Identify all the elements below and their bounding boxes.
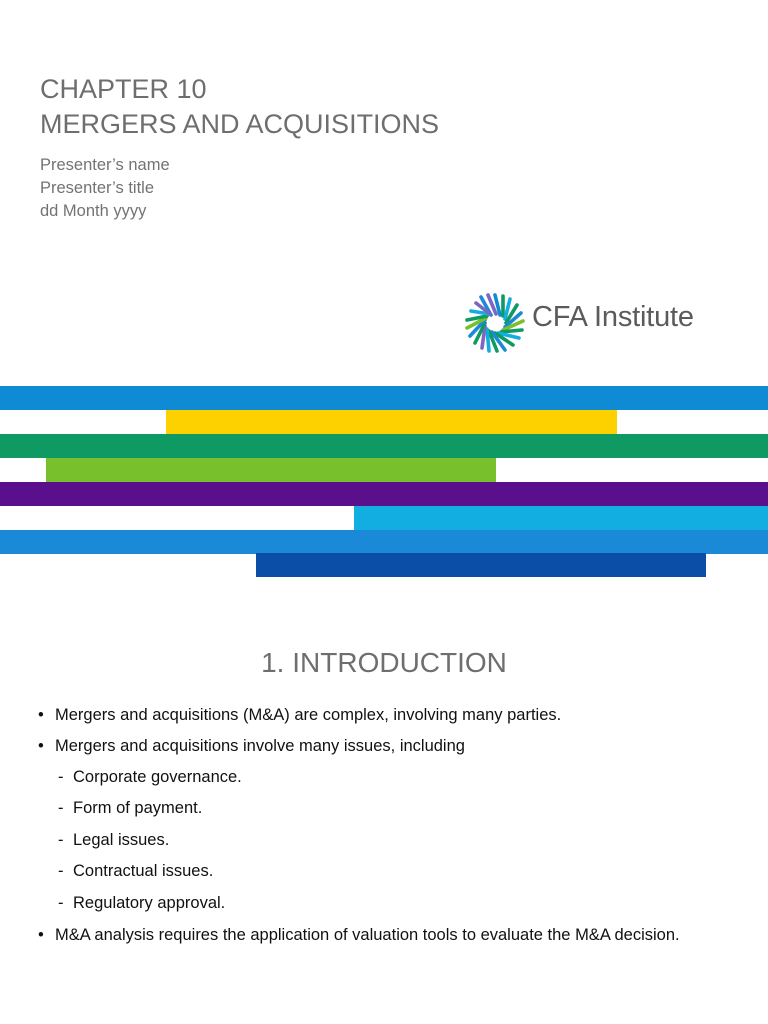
chapter-title: MERGERS AND ACQUISITIONS (40, 109, 440, 139)
bullet-text: Mergers and acquisitions (M&A) are complex, involving many parties. (55, 706, 562, 724)
bullet-text: Mergers and acquisitions involve many issues, including (55, 737, 465, 755)
sub-bullet-text: Form of payment. (73, 799, 203, 817)
sub-bullet-text: Regulatory approval. (73, 894, 226, 912)
sub-bullet-marker: - (58, 862, 64, 880)
sub-bullet-text: Legal issues. (73, 831, 170, 849)
bullet-marker: • (38, 706, 44, 724)
sub-bullet-text: Contractual issues. (73, 862, 214, 880)
presenter-title: Presenter’s title (40, 179, 155, 197)
color-stripe (46, 458, 496, 482)
color-stripe (0, 482, 768, 506)
sub-bullet-marker: - (58, 768, 64, 786)
sub-bullet-marker: - (58, 894, 64, 912)
bullet-text: M&A analysis requires the application of valuation tools to evaluate the M&A decision. (55, 926, 680, 944)
color-stripe (166, 410, 617, 434)
sub-bullet-marker: - (58, 831, 64, 849)
color-stripe (0, 386, 768, 410)
color-stripe (256, 553, 706, 577)
bullet-marker: • (38, 926, 44, 944)
sub-bullet-marker: - (58, 799, 64, 817)
color-stripe (0, 434, 768, 458)
color-stripe (354, 506, 768, 530)
cfa-starburst-icon (464, 292, 526, 354)
bullet-marker: • (38, 737, 44, 755)
introduction-slide (0, 610, 768, 1024)
chapter-number: CHAPTER 10 (40, 74, 207, 104)
color-stripe (0, 530, 768, 554)
sub-bullet-text: Corporate governance. (73, 768, 242, 786)
section-heading: 1. INTRODUCTION (261, 647, 507, 678)
presentation-date: dd Month yyyy (40, 202, 147, 220)
logo-wordmark: CFA Institute (532, 301, 694, 333)
presenter-name: Presenter’s name (40, 156, 170, 174)
